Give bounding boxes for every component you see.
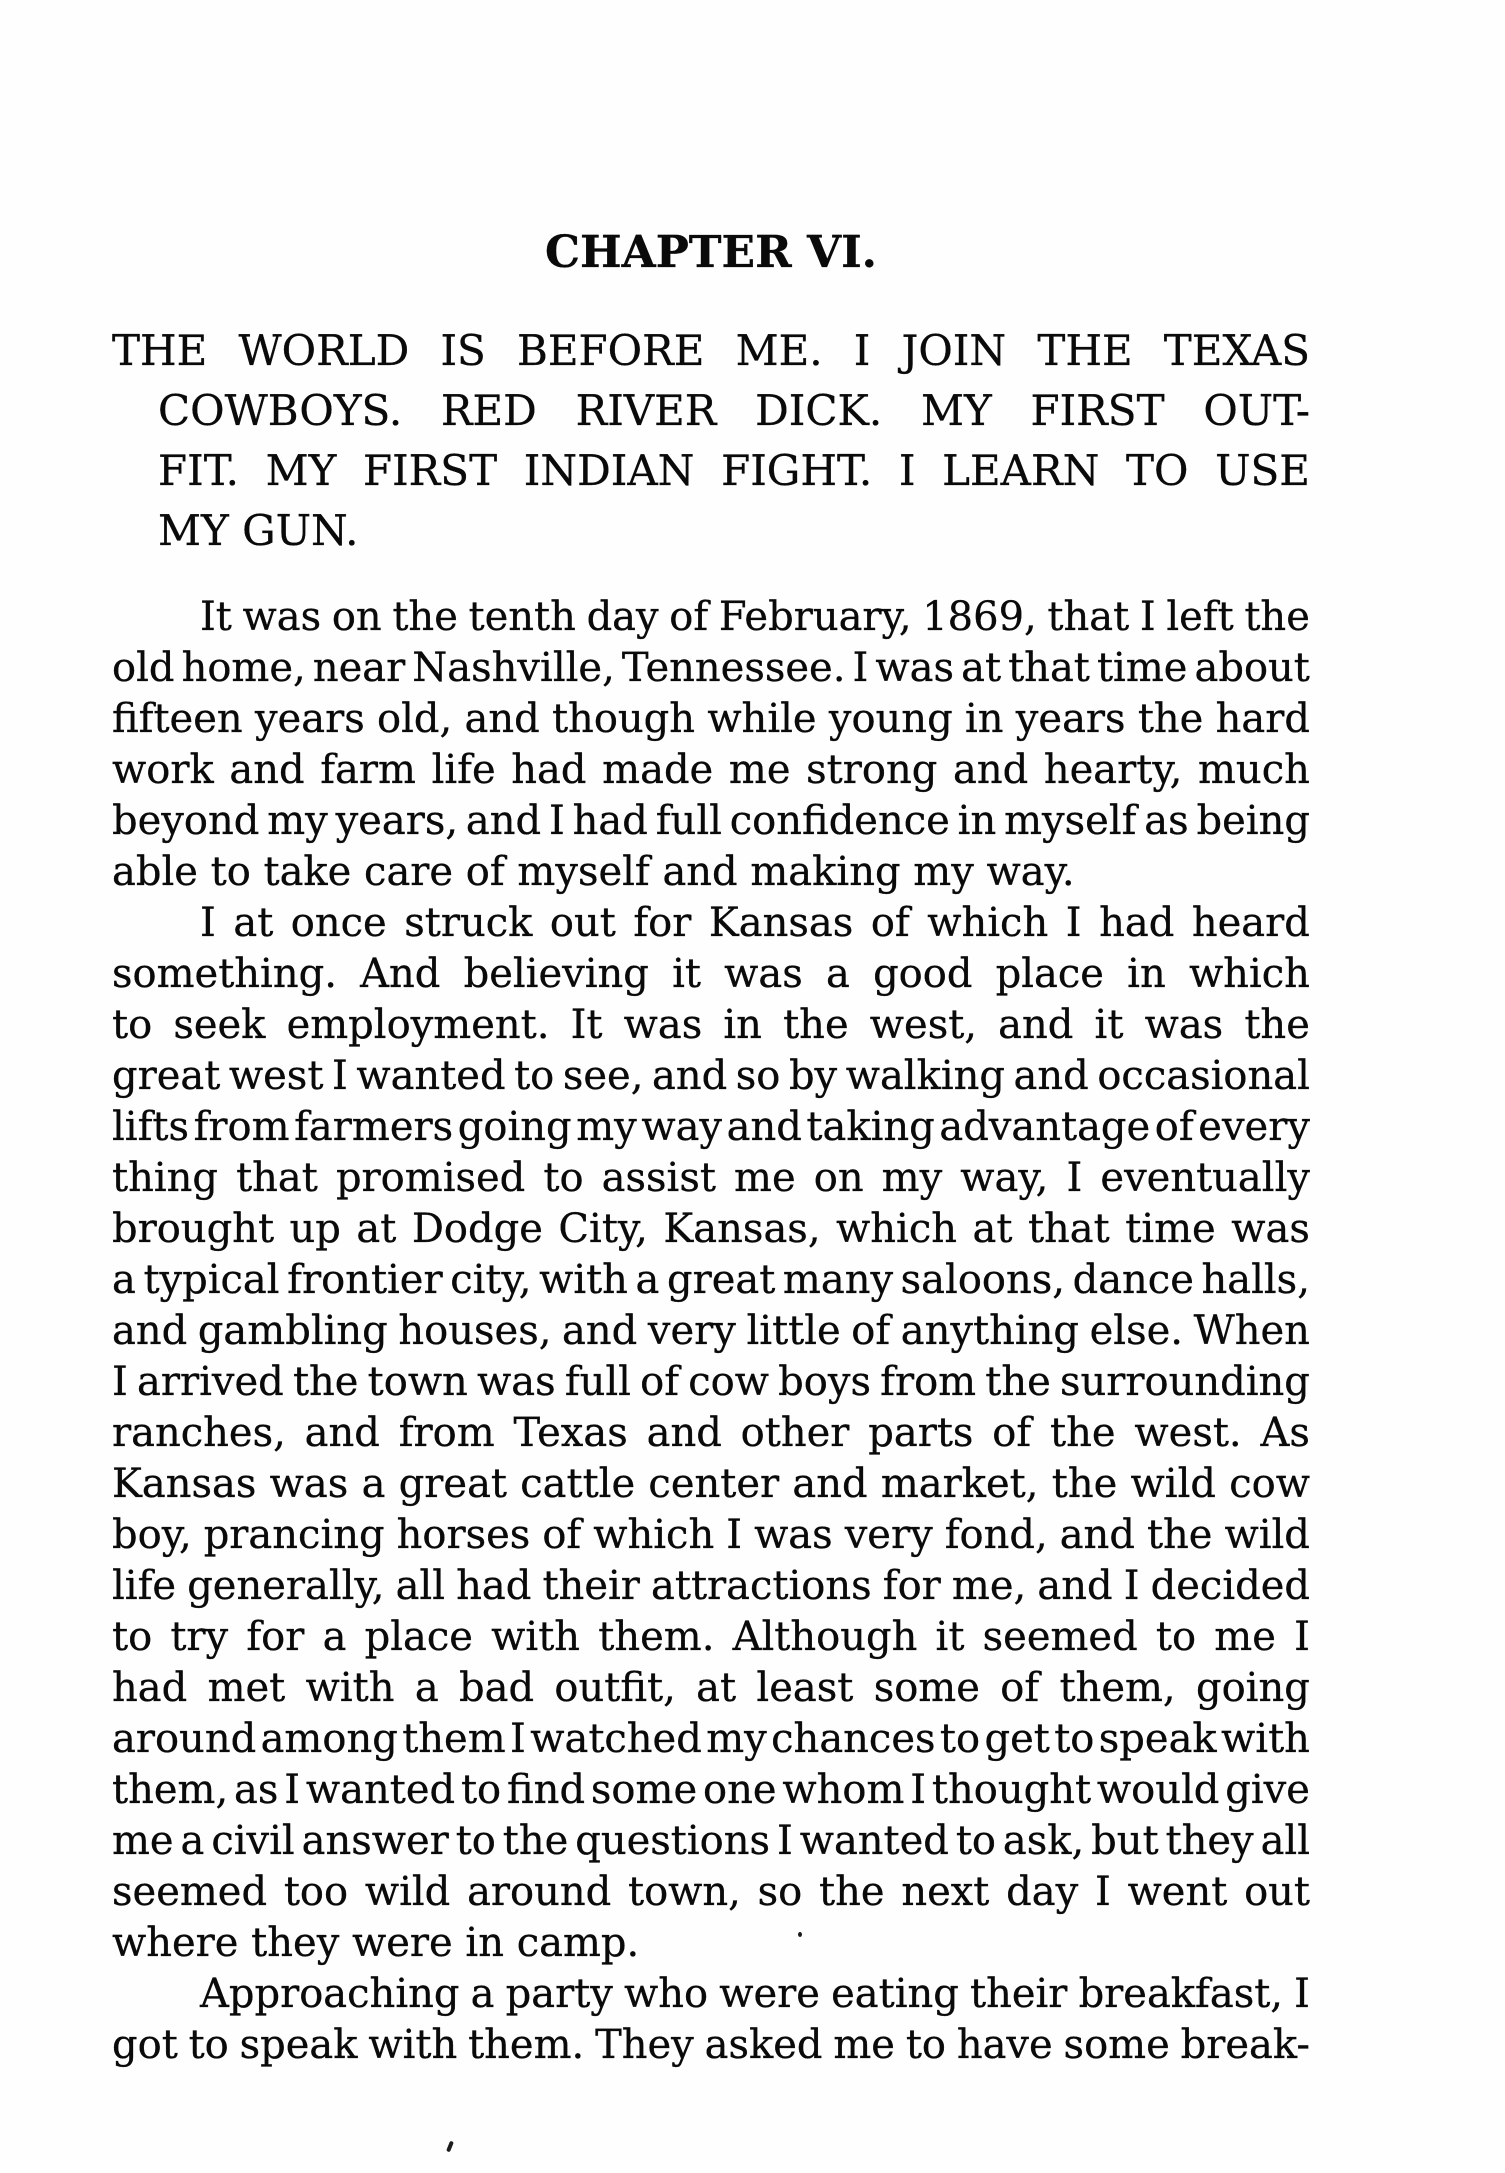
body-line: work and farm life had made me strong and hearty, much [112, 747, 1310, 793]
body-line: a typical frontier city, with a great many saloons, dance halls, [112, 1257, 1310, 1303]
body-line: brought up at Dodge City, Kansas, which at that time was [112, 1206, 1310, 1252]
body-line: It was on the tenth day of February, 1869, that I left the [200, 594, 1310, 640]
body-line: around among them I watched my chances to get to speak with [112, 1716, 1310, 1762]
body-line: ranches, and from Texas and other parts of the west. As [112, 1410, 1310, 1456]
body-line: thing that promised to assist me on my way, I eventually [112, 1155, 1310, 1201]
body-line: I arrived the town was full of cow boys from the surrounding [112, 1359, 1310, 1405]
page-body [112, 592, 1310, 2071]
chapter-heading: CHAPTER VI. [544, 227, 878, 278]
scan-speck [798, 1932, 802, 1937]
subtitle-line: THE WORLD IS BEFORE ME. I JOIN THE TEXAS [112, 326, 1310, 375]
body-line: where they were in camp. [112, 1920, 640, 1966]
body-line: beyond my years, and I had full confidence in myself as being [112, 798, 1310, 844]
body-line: got to speak with them. They asked me to have some break- [112, 2022, 1310, 2068]
body-line: and gambling houses, and very little of anything else. When [112, 1308, 1310, 1354]
body-line: to try for a place with them. Although it seemed to me I [112, 1614, 1310, 1660]
body-line: something. And believing it was a good place in which [112, 951, 1310, 997]
body-line: them, as I wanted to find some one whom I thought would give [112, 1767, 1310, 1813]
body-line: seemed too wild around town, so the next day I went out [112, 1869, 1310, 1915]
subtitle-line: MY GUN. [158, 506, 359, 555]
chapter-subtitle [112, 321, 1310, 561]
scan-speck [446, 2141, 454, 2153]
body-line: Kansas was a great cattle center and market, the wild cow [112, 1461, 1310, 1507]
body-line: able to take care of myself and making my way. [112, 849, 1075, 895]
body-line: great west I wanted to see, and so by walking and occasional [112, 1053, 1310, 1099]
body-line: boy, prancing horses of which I was very fond, and the wild [112, 1512, 1310, 1558]
subtitle-line: COWBOYS. RED RIVER DICK. MY FIRST OUT- [158, 386, 1310, 435]
subtitle-line: FIT. MY FIRST INDIAN FIGHT. I LEARN TO USE [158, 446, 1310, 495]
body-line: I at once struck out for Kansas of which I had heard [200, 900, 1310, 946]
body-line: fifteen years old, and though while young in years the hard [112, 696, 1310, 742]
body-line: life generally, all had their attractions for me, and I decided [112, 1563, 1310, 1609]
body-line: old home, near Nashville, Tennessee. I was at that time about [112, 645, 1310, 691]
body-line: lifts from farmers going my way and taking advantage of every [112, 1104, 1310, 1150]
body-line: Approaching a party who were eating their breakfast, I [200, 1971, 1310, 2017]
body-line: to seek employment. It was in the west, and it was the [112, 1002, 1310, 1048]
body-line: had met with a bad outfit, at least some of them, going [112, 1665, 1310, 1711]
body-line: me a civil answer to the questions I wanted to ask, but they all [112, 1818, 1310, 1864]
